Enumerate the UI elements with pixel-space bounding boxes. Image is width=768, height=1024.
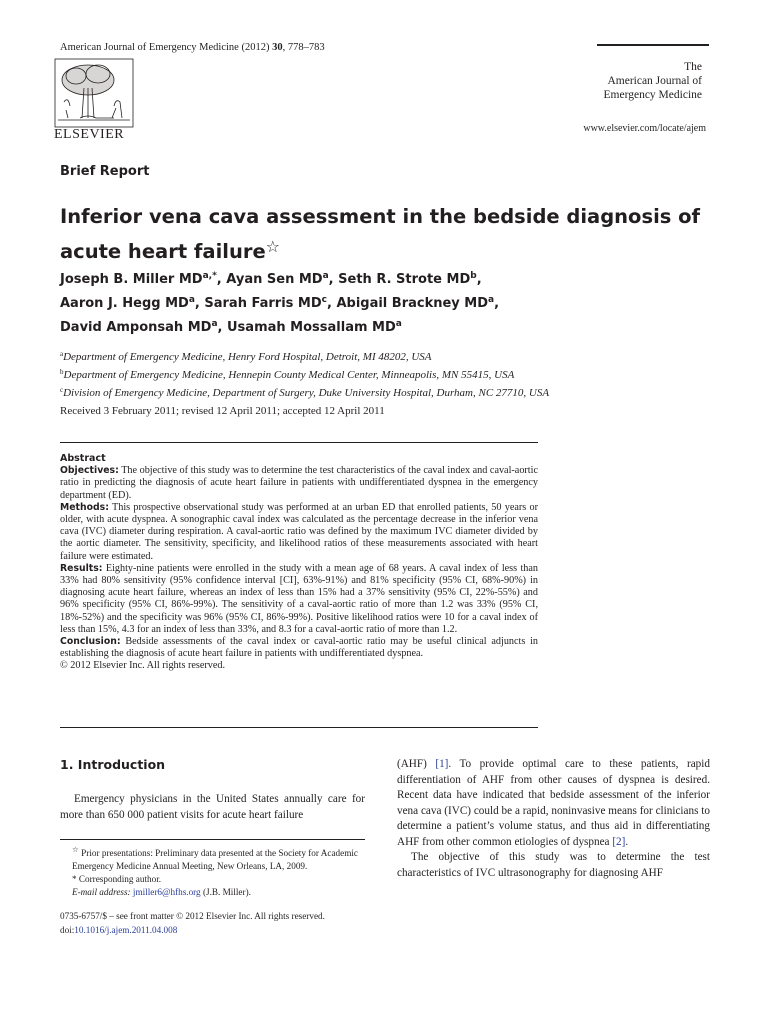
- author: Seth R. Strote $MD^b$,: [338, 271, 482, 287]
- citation-pages: , 778–783: [282, 42, 325, 53]
- author: Joseph B. Miller $MD^{a,*}$,: [60, 271, 227, 287]
- journal-name-line-1: The: [684, 61, 702, 73]
- introduction-right-column: [397, 757, 710, 881]
- citation-prefix: American Journal of Emergency Medicine (2012): [60, 42, 273, 53]
- abstract-results: Results: Eighty-nine patients were enrolled in the study with a mean age of 68 years. A caval index of less than 33% had 80% sensitivity (95% confidence interval [CI], 63%-91%) and 81% specificity (95% CI, 68%-90%) in diagnosing acute heart failure, whereas an index of less than 15% had a 37% sensitivity (95% CI, 22%-55%) and 96% specificity (95% CI, 86%-99%). The sensitivity of a caval-aortic ratio of more than 1.2 was 33% (95% CI, 18%-52%) and the specificity was 96% (95% CI, 86%-99%). Positive likelihood ratios were 10 for a caval index of less than 15%, 4.3 for an index of less than 33%, and 8.3 for a caval-aortic ratio of more than 1.2.: [60, 562, 538, 635]
- abstract: [60, 453, 538, 673]
- footnote-star-icon: ☆: [72, 845, 79, 854]
- abstract-methods: Methods: This prospective observational study was performed at an urban ED that enrolled patients, 50 years or older, with acute dyspnea. A sonographic caval index was calculated as the percentage decrease in the inferior vena cava (IVC) diameter during respiration. A caval-aortic ratio was defined by the maximum IVC diameter divided by the aortic diameter. The sensitivity, specificity, and likelihood ratios of these measurements associated with heart failure were estimated.: [60, 501, 538, 562]
- journal-citation: [60, 42, 325, 53]
- affiliation: $^a$Department of Emergency Medicine, Henry Ford Hospital, Detroit, MI 48202, USA: [60, 350, 432, 363]
- footnote-rule: [60, 839, 365, 840]
- introduction-paragraph-continued: (AHF) [1]. To provide optimal care to these patients, rapid differentiation of AHF from other causes of dyspnea is desired. Recent data have indicated that bedside assessment of the inferior vena cava (IVC) could be a rapid, noninvasive means for clinicians to determine a patient’s volume status, and thus aid in differentiating AHF from other common etiologies of dyspnea [2].: [397, 758, 710, 848]
- journal-name-line-2: American Journal of: [607, 75, 702, 87]
- journal-name: [560, 60, 702, 102]
- reference-link-2[interactable]: [2]: [612, 835, 626, 848]
- affiliation: $^b$Department of Emergency Medicine, Hennepin County Medical Center, Minneapolis, MN 55415, USA: [60, 368, 515, 381]
- doi-link[interactable]: 10.1016/j.ajem.2011.04.008: [74, 924, 178, 935]
- footnote-email: E-mail address: jmiller6@hfhs.org (J.B. Miller).: [72, 887, 251, 898]
- citation-volume: 30: [272, 42, 283, 53]
- introduction-objective-paragraph: The objective of this study was to determine the test characteristics of IVC ultrasonography for diagnosing AHF: [397, 851, 710, 879]
- affiliation: $^c$Division of Emergency Medicine, Department of Surgery, Duke University Hospital, Durham, NC 27710, USA: [60, 386, 550, 399]
- section-heading-introduction: 1. Introduction: [60, 757, 166, 772]
- footnote-presentation: ☆ Prior presentations: Preliminary data presented at the Society for Academic Emergency Medicine Annual Meeting, New Orleans, LA, 2009.: [72, 845, 358, 872]
- author: David Amponsah $MD^a$,: [60, 319, 227, 335]
- footnote-corresponding: * Corresponding author.: [72, 874, 162, 885]
- article-title-text: Inferior vena cava assessment in the bedside diagnosis of acute heart failure: [60, 205, 701, 263]
- publisher-name: ELSEVIER: [54, 127, 125, 142]
- footnotes: [60, 843, 370, 899]
- abstract-copyright: © 2012 Elsevier Inc. All rights reserved.: [60, 660, 226, 672]
- author: Usamah Mossallam $MD^a$: [227, 319, 402, 335]
- email-link[interactable]: jmiller6@hfhs.org: [132, 887, 201, 898]
- abstract-top-rule: [60, 442, 538, 443]
- author: Abigail Brackney $MD^a$,: [336, 295, 500, 311]
- author: Ayan Sen $MD^a$,: [226, 271, 339, 287]
- reference-link-1[interactable]: [1]: [435, 758, 449, 770]
- front-matter-copyright: [60, 910, 380, 937]
- article-type: Brief Report: [60, 164, 150, 179]
- title-footnote-star-icon[interactable]: ☆: [265, 237, 281, 256]
- abstract-bottom-rule: [60, 727, 538, 728]
- abstract-conclusion: Conclusion: Bedside assessments of the caval index or caval-aortic ratio may be useful clinical adjuncts in establishing the diagnosis of acute heart failure in patients with undifferentiated dyspnea.: [60, 636, 538, 660]
- author: Aaron J. Hegg $MD^a$,: [60, 295, 205, 311]
- issn-line: 0735-6757/$ – see front matter © 2012 Elsevier Inc. All rights reserved.: [60, 911, 325, 921]
- author-list: [60, 266, 710, 338]
- introduction-paragraph: Emergency physicians in the United States annually care for more than 650 000 patient visits for acute heart failure: [60, 793, 365, 821]
- author: Sarah Farris $MD^c$,: [204, 295, 337, 311]
- elsevier-tree-logo: [54, 58, 134, 128]
- affiliations: [60, 347, 710, 401]
- article-dates: Received 3 February 2011; revised 12 April 2011; accepted 12 April 2011: [60, 405, 385, 417]
- journal-rule: [597, 44, 709, 46]
- abstract-heading: Abstract: [60, 453, 106, 464]
- doi-line: doi:10.1016/j.ajem.2011.04.008: [60, 924, 178, 935]
- corresponding-author-mark[interactable]: *: [212, 271, 217, 281]
- journal-name-line-3: Emergency Medicine: [603, 89, 702, 101]
- abstract-objectives: Objectives: The objective of this study was to determine the test characteristics of the caval index and caval-aortic ratio in predicting the diagnosis of acute heart failure in patients with undifferentiated dyspnea in the emergency department (ED).: [60, 465, 538, 501]
- journal-url[interactable]: www.elsevier.com/locate/ajem: [583, 123, 706, 134]
- article-title: [60, 202, 710, 267]
